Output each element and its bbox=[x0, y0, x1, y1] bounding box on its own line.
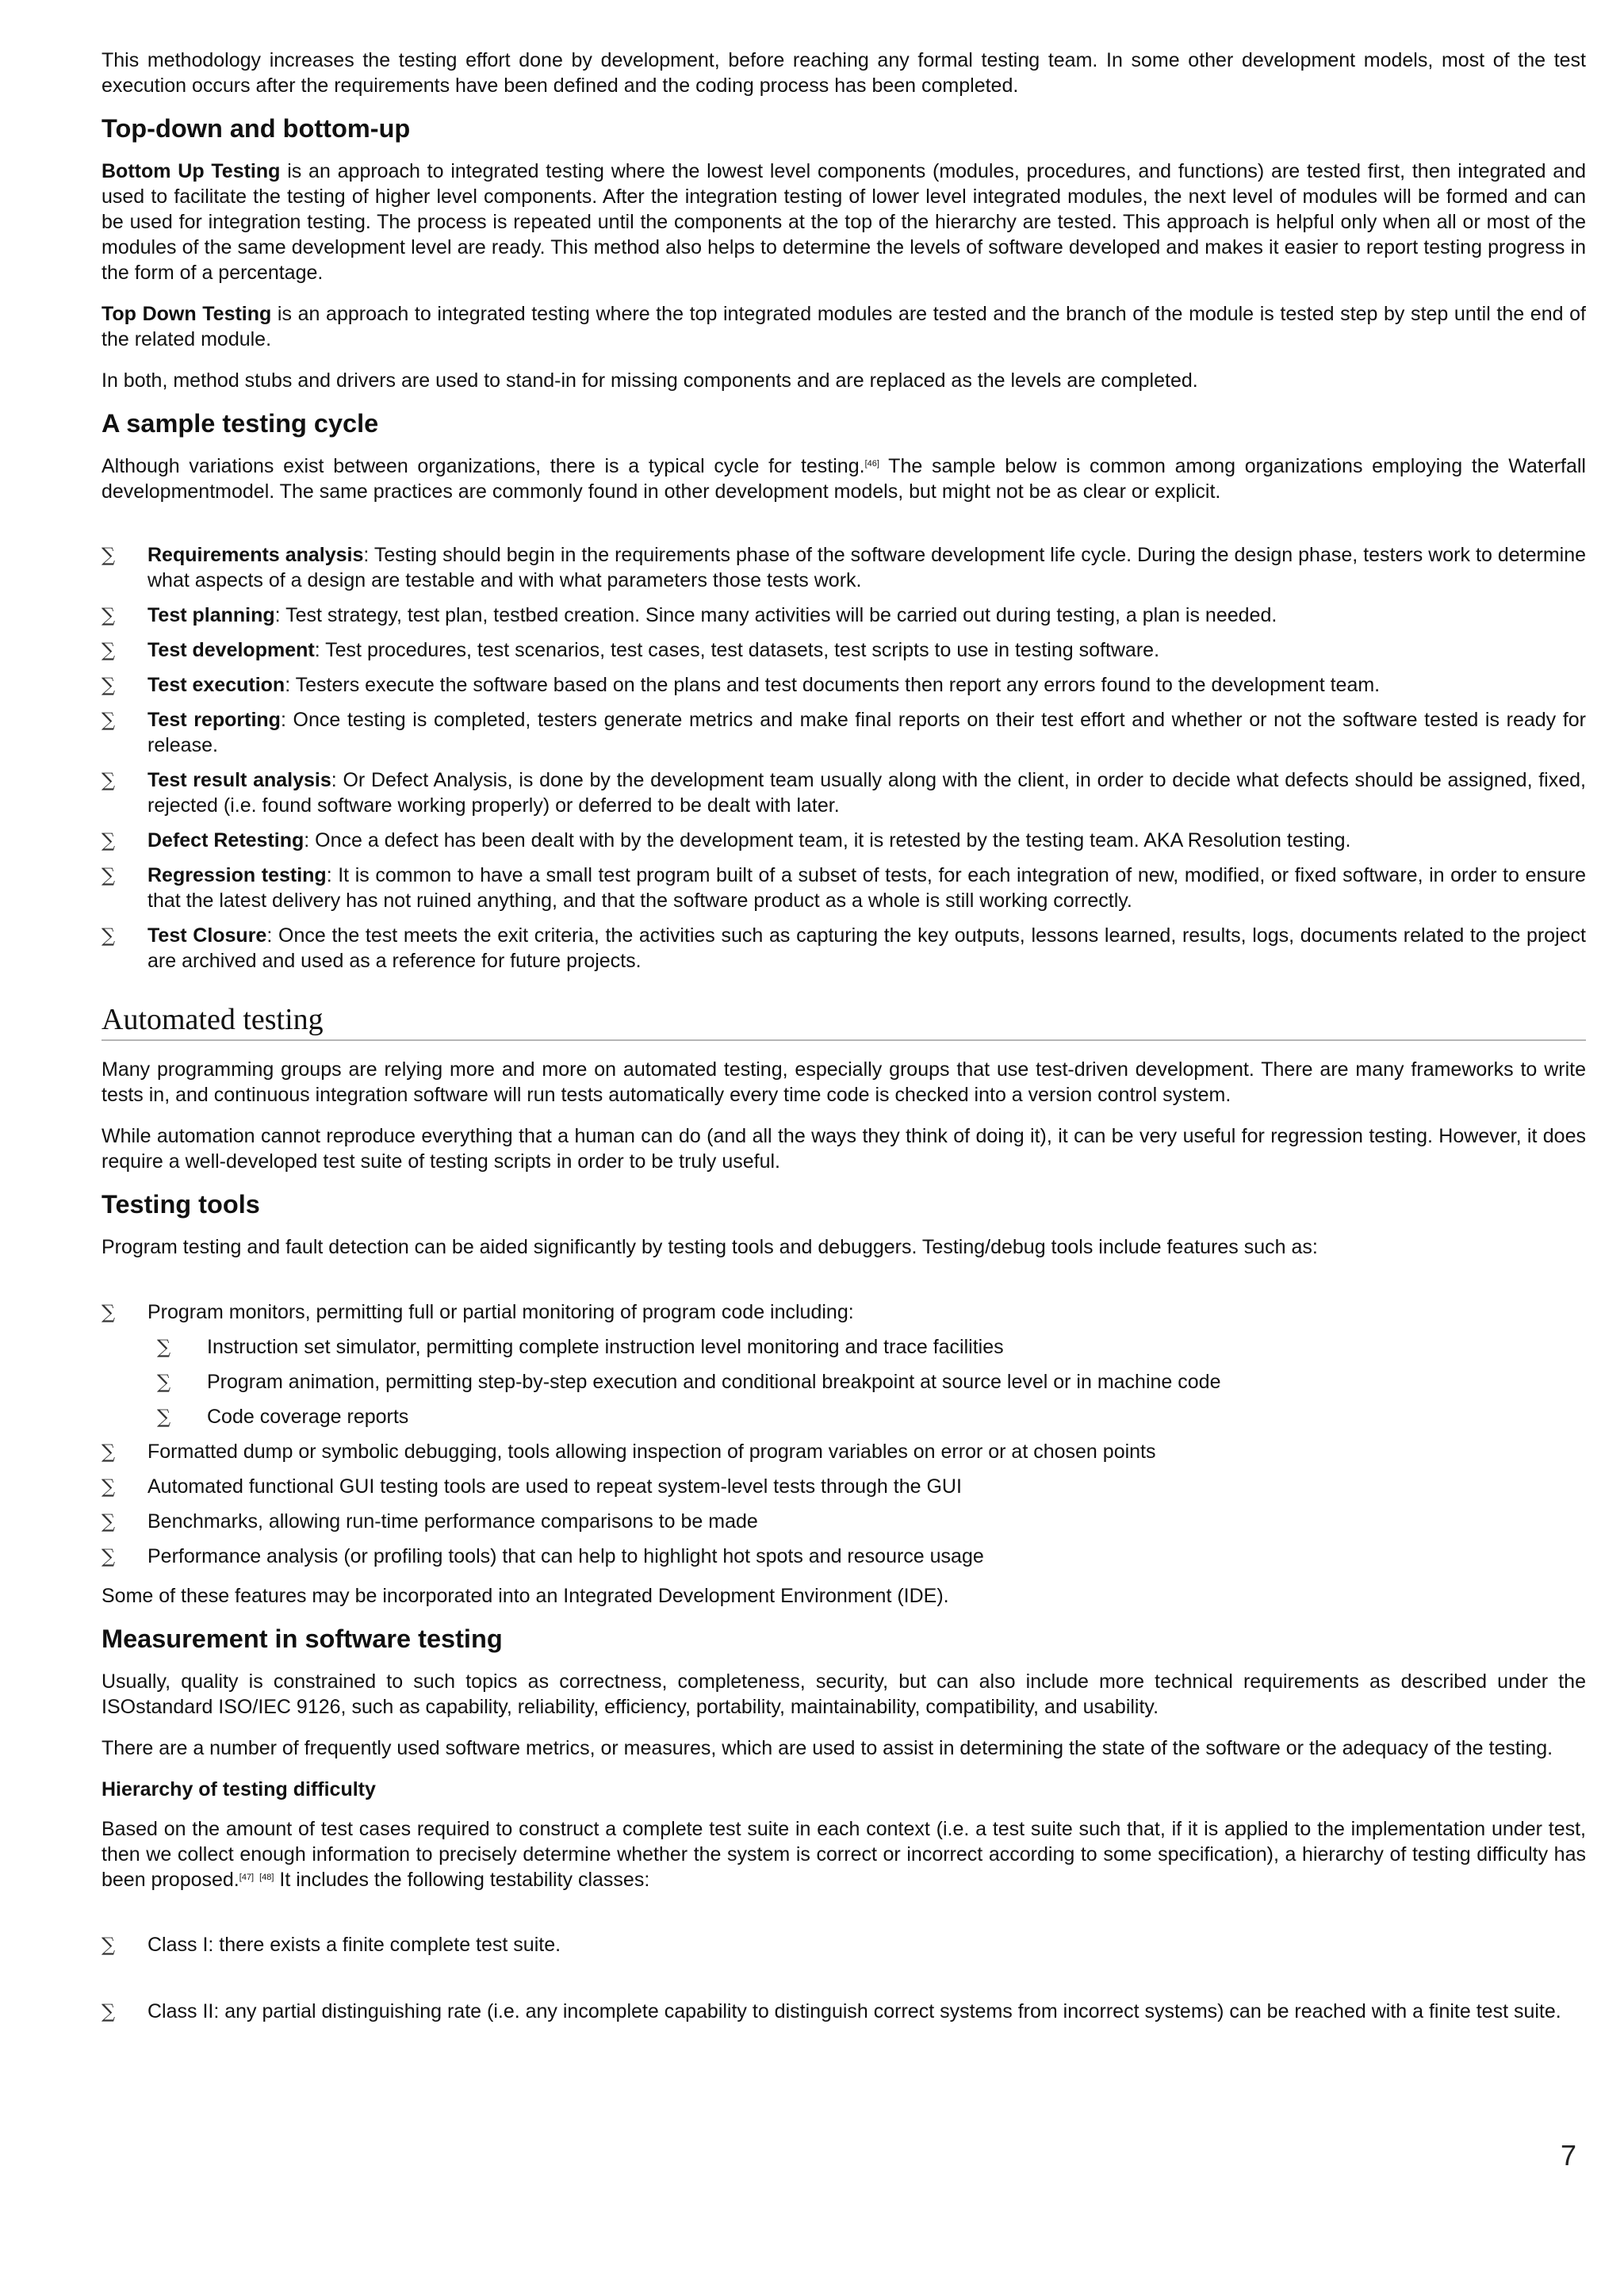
bullet-icon: ∑ bbox=[157, 1406, 171, 1428]
list-item: ∑ Program monitors, permitting full or partial monitoring of program code including: bbox=[102, 1301, 854, 1323]
list-item: ∑ Performance analysis (or profiling tools) that can help to highlight hot spots and resource usage bbox=[102, 1545, 984, 1567]
paragraph-hierarchy: Based on the amount of test cases required to construct a complete test suite in each context (i.e. a test suite such that, if it is applied to the implementation under test, then we collect enough information to precisely determine whether the system is correct or incorrect according to some specification), a hierarchy of testing difficulty has been proposed.[47] [48] It includes the following testability classes: bbox=[102, 1818, 1586, 1891]
top-down-text: is an approach to integrated testing where the top integrated modules are tested and the branch of the module is tested step by step until the end of the related module. bbox=[102, 303, 1586, 350]
reference-46[interactable]: [46] bbox=[864, 459, 879, 469]
heading-hierarchy-difficulty: Hierarchy of testing difficulty bbox=[102, 1778, 376, 1800]
bullet-icon: ∑ bbox=[102, 924, 116, 947]
paragraph-stubs-drivers: In both, method stubs and drivers are used to stand-in for missing components and are replaced as the levels are completed. bbox=[102, 369, 1198, 392]
bullet-icon: ∑ bbox=[102, 1545, 116, 1567]
reference-47[interactable]: [47] bbox=[239, 1873, 255, 1882]
term-top-down-testing: Top Down Testing bbox=[102, 303, 272, 325]
testability-classes-list-2 bbox=[102, 1999, 1586, 2024]
bullet-icon: ∑ bbox=[102, 769, 116, 791]
heading-measurement: Measurement in software testing bbox=[102, 1624, 503, 1653]
page-number: 7 bbox=[1561, 2139, 1577, 2172]
bullet-icon: ∑ bbox=[102, 1510, 116, 1533]
paragraph-automated-2: While automation cannot reproduce everything that a human can do (and all the ways they think of doing it), it can be very useful for regression testing. However, it does require a well-developed test suite of testing scripts in order to be truly useful. bbox=[102, 1125, 1586, 1173]
bullet-icon: ∑ bbox=[102, 1934, 116, 1956]
term-bottom-up-testing: Bottom Up Testing bbox=[102, 160, 281, 182]
paragraph-ide: Some of these features may be incorporated into an Integrated Development Environment (IDE). bbox=[102, 1585, 949, 1607]
bullet-icon: ∑ bbox=[102, 674, 116, 696]
bullet-icon: ∑ bbox=[102, 544, 116, 566]
intro-paragraph: This methodology increases the testing effort done by development, before reaching any formal testing team. In some other development models, most of the test execution occurs after the requirements have been defined and the coding process has been completed. bbox=[102, 49, 1586, 97]
list-item: ∑ Requirements analysis: Testing should begin in the requirements phase of the software development life cycle. During the design phase, testers work to determine what aspects of a design are testable and with what parameters those tests work. bbox=[102, 544, 1587, 591]
list-item: ∑ Class I: there exists a finite complete test suite. bbox=[102, 1934, 561, 1956]
paragraph-testing-tools: Program testing and fault detection can be aided significantly by testing tools and debuggers. Testing/debug tools include features such as: bbox=[102, 1236, 1318, 1258]
reference-48[interactable]: [48] bbox=[259, 1873, 274, 1882]
heading-testing-tools: Testing tools bbox=[102, 1190, 260, 1219]
bullet-icon: ∑ bbox=[102, 1475, 116, 1498]
bullet-icon: ∑ bbox=[102, 639, 116, 661]
bullet-icon: ∑ bbox=[102, 864, 116, 886]
sub-list-item: ∑ Program animation, permitting step-by-step execution and conditional breakpoint at source level or in machine code bbox=[157, 1371, 1221, 1393]
bullet-icon: ∑ bbox=[102, 604, 116, 626]
paragraph-bottom-up bbox=[102, 159, 1586, 285]
list-item: ∑ Test result analysis: Or Defect Analysis, is done by the development team usually along with the client, in order to decide what defects should be assigned, fixed, rejected (i.e. found software working properly) or deferred to be dealt with later. bbox=[102, 769, 1586, 817]
list-item: ∑ Test reporting: Once testing is completed, testers generate metrics and make final reports on their test effort and whether or not the software tested is ready for release. bbox=[102, 709, 1587, 756]
list-item: ∑ Test Closure: Once the test meets the exit criteria, the activities such as capturing the key outputs, lessons learned, results, logs, documents related to the project are archived and used as a reference for future projects. bbox=[102, 924, 1586, 972]
bullet-icon: ∑ bbox=[102, 1441, 116, 1463]
paragraph-automated-1: Many programming groups are relying more and more on automated testing, especially groups that use test-driven development. There are many frameworks to write tests in, and continuous integration software will run tests automatically every time code is checked into a version control system. bbox=[102, 1058, 1586, 1106]
heading-automated-testing: Automated testing bbox=[102, 1002, 1586, 1041]
bullet-icon: ∑ bbox=[102, 709, 116, 731]
list-item: ∑ Defect Retesting: Once a defect has been dealt with by the development team, it is retested by the testing team. AKA Resolution testing. bbox=[102, 829, 1351, 851]
heading-sample-testing-cycle: A sample testing cycle bbox=[102, 409, 379, 438]
paragraph-testing-cycle: Although variations exist between organizations, there is a typical cycle for testing.[46] The sample below is common among organizations employing the Waterfall developmentmodel. The same practices are commonly found in other development models, but might not be as clear or explicit. bbox=[102, 455, 1586, 503]
list-item: ∑ Class II: any partial distinguishing rate (i.e. any incomplete capability to distinguish correct systems from incorrect systems) can be reached with a finite test suite. bbox=[102, 2000, 1561, 2022]
bullet-icon: ∑ bbox=[102, 2000, 116, 2022]
list-item: ∑ Test planning: Test strategy, test plan, testbed creation. Since many activities will be carried out during testing, a plan is needed. bbox=[102, 604, 1277, 626]
list-item: ∑ Regression testing: It is common to have a small test program built of a subset of tests, for each integration of new, modified, or fixed software, in order to ensure that the latest delivery has not ruined anything, and that the software product as a whole is still working correctly. bbox=[102, 864, 1586, 912]
sub-list-item: ∑ Code coverage reports bbox=[157, 1406, 409, 1428]
sub-list-item: ∑ Instruction set simulator, permitting complete instruction level monitoring and trace facilities bbox=[157, 1336, 1004, 1358]
list-item: ∑ Test execution: Testers execute the software based on the plans and test documents then report any errors found to the development team. bbox=[102, 674, 1381, 696]
paragraph-measurement-2: There are a number of frequently used software metrics, or measures, which are used to assist in determining the state of the software or the adequacy of the testing. bbox=[102, 1737, 1553, 1759]
bottom-up-text: is an approach to integrated testing where the lowest level components (modules, procedures, and functions) are tested first, then integrated and used to facilitate the testing of higher level components. After the integration testing of lower level integrated modules, the next level of modules will be formed and can be used for integration testing. The process is repeated until the components at the top of the hierarchy are tested. This approach is helpful only when all or most of the modules of the same development level are ready. This method also helps to determine the levels of software developed and makes it easier to report testing progress in the form of a percentage. bbox=[102, 160, 1586, 284]
bullet-icon: ∑ bbox=[102, 1301, 116, 1323]
bullet-icon: ∑ bbox=[102, 829, 116, 851]
paragraph-top-down bbox=[102, 301, 1586, 352]
heading-top-down-bottom-up: Top-down and bottom-up bbox=[102, 114, 411, 143]
bullet-icon: ∑ bbox=[157, 1336, 171, 1358]
document-page bbox=[102, 48, 1586, 2034]
list-item: ∑ Formatted dump or symbolic debugging, tools allowing inspection of program variables on error or at chosen points bbox=[102, 1441, 1156, 1463]
paragraph-measurement-1: Usually, quality is constrained to such topics as correctness, completeness, security, but can also include more technical requirements as described under the ISOstandard ISO/IEC 9126, such as capability, reliability, efficiency, portability, maintainability, compatibility, and usability. bbox=[102, 1670, 1586, 1718]
testing-cycle-list bbox=[102, 542, 1586, 974]
bullet-icon: ∑ bbox=[157, 1371, 171, 1393]
list-item: ∑ Test development: Test procedures, test scenarios, test cases, test datasets, test scripts to use in testing software. bbox=[102, 639, 1160, 661]
list-item: ∑ Automated functional GUI testing tools are used to repeat system-level tests through the GUI bbox=[102, 1475, 962, 1498]
testing-tools-list bbox=[102, 1299, 1586, 1569]
testability-classes-list bbox=[102, 1932, 1586, 1957]
list-item: ∑ Benchmarks, allowing run-time performance comparisons to be made bbox=[102, 1510, 758, 1533]
